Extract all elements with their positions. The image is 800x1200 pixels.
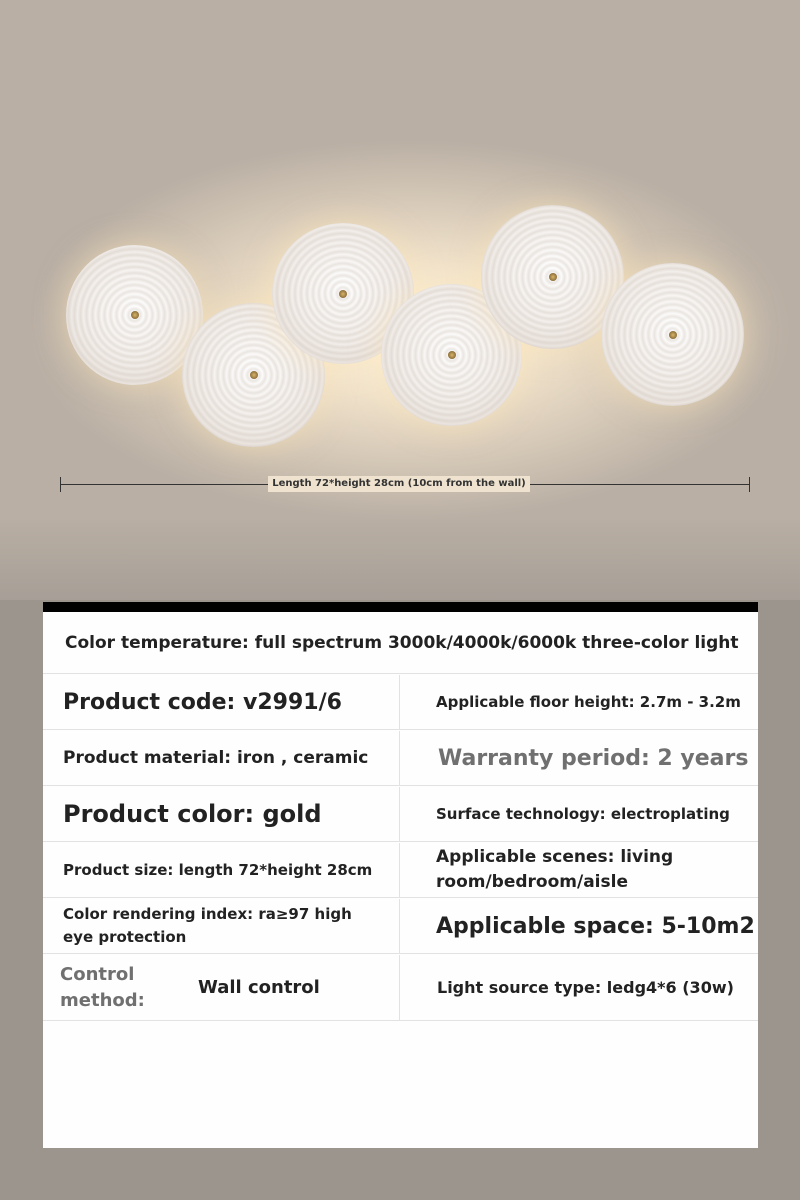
dimension-tick-right [749, 477, 750, 492]
applicable-space: Applicable space: 5-10m2 [436, 913, 755, 939]
dimension-tick-left [60, 477, 61, 492]
spec-cell [400, 731, 758, 786]
control-method-value: Wall control [198, 977, 320, 998]
spec-cell [43, 955, 400, 1021]
warranty-period: Warranty period: 2 years [438, 745, 749, 771]
spec-cell [43, 899, 400, 954]
color-temperature-row: Color temperature: full spectrum 3000k/4000k/6000k three-color light [43, 612, 758, 674]
dimension-label: Length 72*height 28cm (10cm from the wall) [268, 476, 530, 492]
spec-cell [43, 787, 400, 842]
panel-top-bar [43, 602, 758, 612]
surface-technology: Surface technology: electroplating [436, 805, 730, 823]
color-rendering-index: Color rendering index: ra≥97 high eye protection [63, 905, 352, 946]
spec-cell [400, 787, 758, 842]
photo-floor-shade [0, 520, 800, 600]
lamp-disc [601, 263, 744, 406]
spec-cell [400, 843, 758, 898]
spec-cell [43, 675, 400, 730]
spec-cell [400, 955, 758, 1021]
product-material: Product material: iron , ceramic [63, 748, 369, 768]
spec-cell [400, 899, 758, 954]
spec-cell [43, 731, 400, 786]
light-source-type: Light source type: ledg4*6 (30w) [437, 978, 734, 997]
applicable-scenes: Applicable scenes: living room/bedroom/aisle [436, 847, 674, 892]
control-method-label: Control method: [60, 963, 145, 1011]
product-size: Product size: length 72*height 28cm [63, 861, 373, 879]
spec-cell [43, 843, 400, 898]
floor-height: Applicable floor height: 2.7m - 3.2m [436, 693, 741, 711]
product-code: Product code: v2991/6 [63, 689, 342, 715]
spec-cell [400, 675, 758, 730]
product-color: Product color: gold [63, 800, 322, 828]
spec-panel [43, 602, 758, 1148]
